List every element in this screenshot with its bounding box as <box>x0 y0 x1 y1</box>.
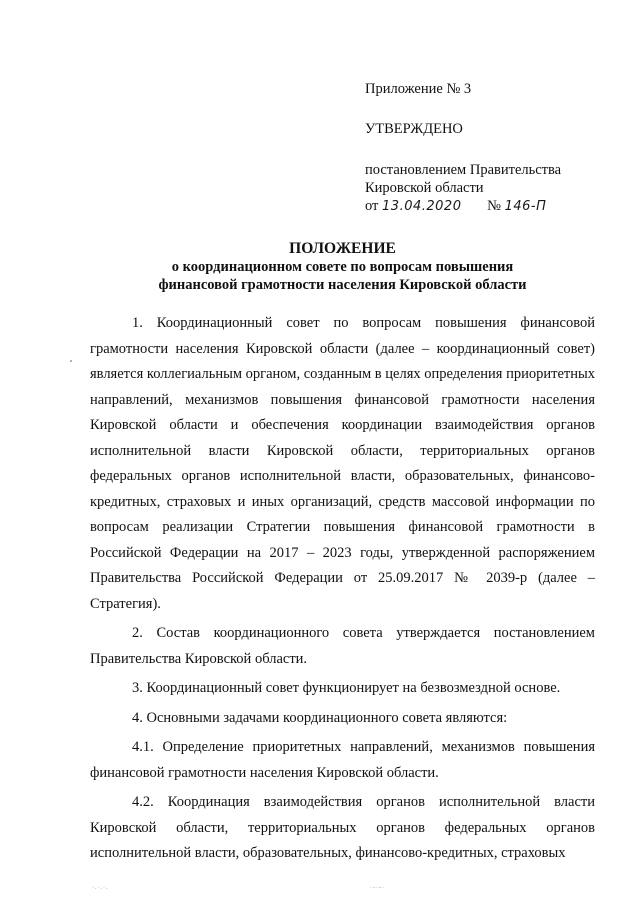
paragraph-4-1: 4.1. Определение приоритетных направлений, механизмов повышения финансовой грамотности населения Кировской области. <box>90 739 595 781</box>
paragraph-4: 4. Основными задачами координационного совета являются: <box>132 709 508 726</box>
document-heading <box>90 240 595 294</box>
document-subtitle-1: о координационном совете по вопросам повышения <box>171 259 514 275</box>
approval-block <box>365 80 605 216</box>
paragraph-3: 3. Координационный совет функционирует на безвозмездной основе. <box>132 680 561 696</box>
handwritten-number: 146-П <box>504 199 547 214</box>
paragraph-4-2: 4.2. Координация взаимодействия органов исполнительной власти Кировской области, территориальных органов федеральных органов исполнительной власти, образовательных, финансово-кредитных, страховых <box>90 794 595 861</box>
decree-line-2: Кировской области <box>365 180 484 196</box>
scan-speck <box>70 360 72 362</box>
document-title: ПОЛОЖЕНИЕ <box>289 240 396 257</box>
document-subtitle-2: финансовой грамотности населения Кировской области <box>158 277 527 293</box>
decree-line-1: постановлением Правительства <box>365 162 562 178</box>
decree-date-line <box>365 197 605 216</box>
paragraph-1: 1. Координационный совет по вопросам повышения финансовой грамотности населения Кировской области (далее – координационный совет) является коллегиальным органом, созданным в целях определения приоритетных направлений, механизмов повышения финансовой грамотности населения Кировской области и обеспечения координации взаимодействия органов исполнительной власти Кировской области, территориальных органов федеральных органов исполнительной власти, образовательных, финансово-кредитных, страховых и иных организаций, средств массовой информации по вопросам реализации Стратегии повышения финансовой грамотности в Российской Федерации на 2017 – 2023 годы, утвержденной распоряжением Правительства Российской Федерации от 25.09.2017 № 2039-р (далее – Стратегия). <box>90 315 595 612</box>
handwritten-date: 13.04.2020 <box>382 199 462 214</box>
number-prefix: № <box>487 198 501 214</box>
appendix-label: Приложение № 3 <box>365 81 472 97</box>
date-prefix: от <box>365 198 379 214</box>
footer-scan-mark-right: ·-·-· <box>370 885 385 891</box>
document-body <box>90 311 595 867</box>
footer-scan-mark-left: ·.·.·. <box>92 885 109 891</box>
approved-stamp: УТВЕРЖДЕНО <box>365 121 463 137</box>
paragraph-2: 2. Состав координационного совета утверждается постановлением Правительства Кировской области. <box>90 625 595 667</box>
